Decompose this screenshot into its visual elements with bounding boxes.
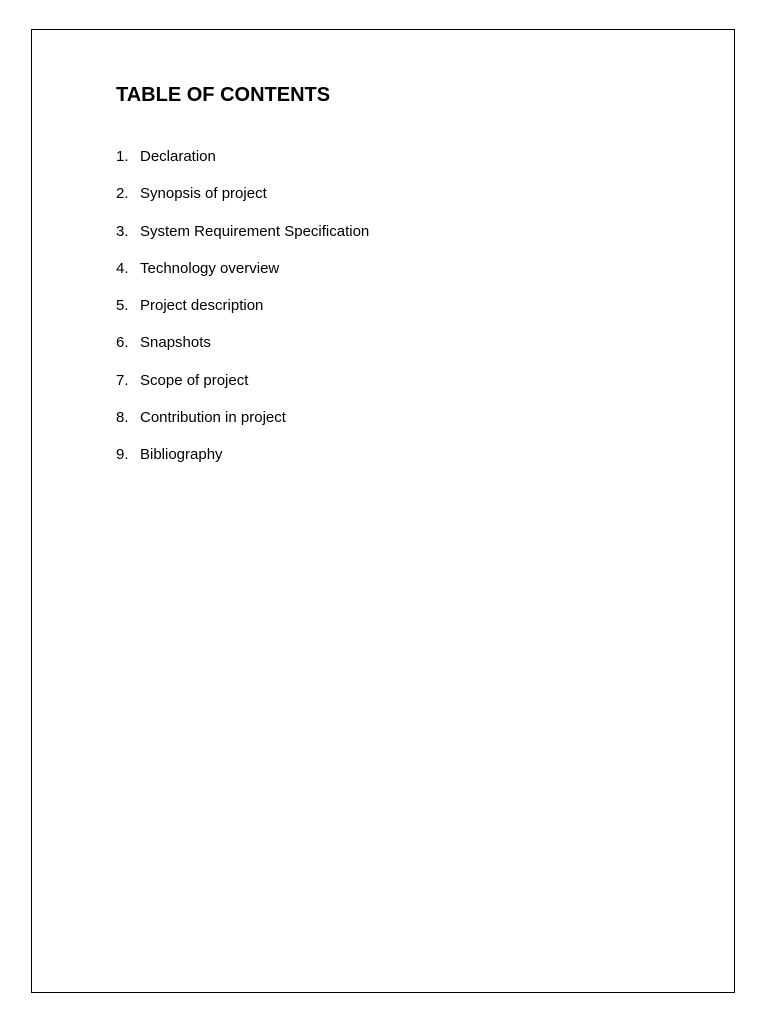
toc-item-label: Contribution in project <box>140 409 286 427</box>
toc-item-label: Synopsis of project <box>140 185 267 203</box>
toc-item-bibliography <box>116 445 369 482</box>
toc-item-synopsis <box>116 184 369 221</box>
toc-item-scope <box>116 371 369 408</box>
toc-item-technology-overview <box>116 259 369 296</box>
toc-item-number: 8. <box>116 409 129 427</box>
toc-item-snapshots <box>116 333 369 370</box>
toc-item-system-requirement <box>116 222 369 259</box>
toc-item-number: 5. <box>116 297 129 315</box>
toc-item-number: 2. <box>116 185 129 203</box>
toc-item-project-description <box>116 296 369 333</box>
toc-item-number: 3. <box>116 222 129 240</box>
toc-item-label: Declaration <box>140 148 216 165</box>
page-title: TABLE OF CONTENTS <box>116 84 331 106</box>
toc-item-label: Project description <box>140 297 264 315</box>
toc-item-number: 4. <box>116 259 129 277</box>
toc-list <box>116 147 369 483</box>
toc-item-contribution <box>116 408 369 445</box>
toc-item-label: Snapshots <box>140 334 211 352</box>
toc-item-label: System Requirement Specification <box>140 222 370 240</box>
toc-item-declaration <box>116 147 369 184</box>
toc-item-label: Bibliography <box>140 446 223 464</box>
toc-item-number: 1. <box>116 148 129 165</box>
document-page <box>31 29 735 993</box>
toc-item-label: Scope of project <box>140 371 249 389</box>
toc-item-label: Technology overview <box>140 259 280 277</box>
toc-item-number: 7. <box>116 371 129 389</box>
toc-item-number: 6. <box>116 334 129 352</box>
toc-item-number: 9. <box>116 446 129 464</box>
